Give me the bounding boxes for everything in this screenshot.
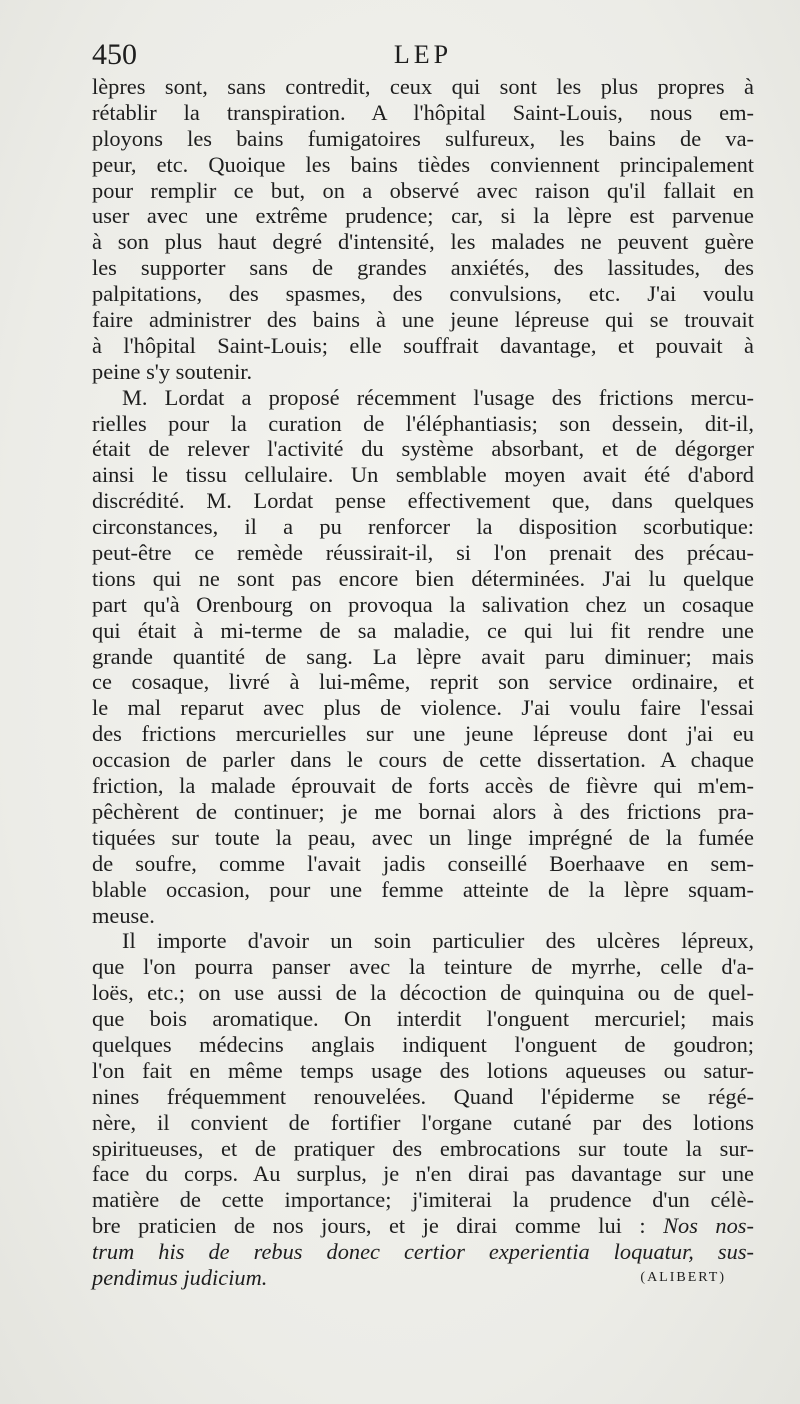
text-line: était de relever l'activité du système absorbant, et de dégorger [92,436,754,462]
text-line: de soufre, comme l'avait jadis conseillé Boerhaave en sem- [92,850,754,876]
text-line: nines fréquemment renouvelées. Quand l'épiderme se régé- [92,1083,754,1109]
page-number: 450 [92,38,137,71]
text-line: rielles pour la curation de l'éléphantiasis; son dessein, dit-il, [92,410,754,436]
author-signature: (ALIBERT) [640,1269,726,1285]
text-line: à l'hôpital Saint-Louis; elle souffrait davantage, et pouvait à [92,332,754,358]
text-line: M. Lordat a proposé récemment l'usage des frictions mercu- [122,384,754,410]
text-line: peut-être ce remède réussirait-il, si l'on prenait des précau- [92,540,754,566]
body-text [92,74,754,1291]
text-line: l'on fait en même temps usage des lotions aqueuses ou satur- [92,1057,754,1083]
text-line: spiritueuses, et de pratiquer des embrocations sur toute la sur- [92,1135,754,1161]
text-line: part qu'à Orenbourg on provoqua la salivation chez un cosaque [92,591,754,617]
text-line: pêchèrent de continuer; je me bornai alors à des frictions pra- [92,798,754,824]
text-line: quelques médecins anglais indiquent l'onguent de goudron; [92,1031,754,1057]
text-line: blable occasion, pour une femme atteinte de la lèpre squam- [92,876,754,902]
text-line: des frictions mercurielles sur une jeune lépreuse dont j'ai eu [92,721,754,747]
text-line: pour remplir ce but, on a observé avec raison qu'il fallait en [92,177,754,203]
running-head: LEP [393,40,453,69]
text-line: qui était à mi-terme de sa maladie, ce qui lui fit rendre une [92,617,754,643]
text-line: que bois aromatique. On interdit l'onguent mercuriel; mais [92,1006,754,1032]
text-line: tions qui ne sont pas encore bien déterminées. J'ai lu quelque [92,565,754,591]
text-line: les supporter sans de grandes anxiétés, des lassitudes, des [92,255,754,281]
text-line: rétablir la transpiration. A l'hôpital Saint-Louis, nous em- [92,99,754,125]
latin-quote-line: trum his de rebus donec certior experientia loquatur, sus- [92,1239,754,1265]
text-line: matière de cette importance; j'imiterai la prudence d'un célè- [92,1187,754,1213]
text-fragment: bre praticien de nos jours, et je dirai comme lui : [92,1213,646,1239]
text-line: ployons les bains fumigatoires sulfureux, les bains de va- [92,125,754,151]
text-line: le mal reparut avec plus de violence. J'ai voulu faire l'essai [92,695,754,721]
text-line: palpitations, des spasmes, des convulsions, etc. J'ai voulu [92,281,754,307]
latin-quote-end: pendimus judicium. [92,1264,268,1290]
text-line: occasion de parler dans le cours de cette dissertation. A chaque [92,747,754,773]
text-line: ainsi le tissu cellulaire. Un semblable moyen avait été d'abord [92,462,754,488]
text-line: friction, la malade éprouvait de forts accès de fièvre qui m'em- [92,773,754,799]
text-line: à son plus haut degré d'intensité, les malades ne peuvent guère [92,229,754,255]
latin-quote-fragment: Nos nos- [663,1213,754,1239]
text-line: peine s'y soutenir. [92,358,253,384]
text-line: peur, etc. Quoique les bains tièdes conviennent principalement [92,151,754,177]
text-line [92,1213,754,1239]
text-line: nère, il convient de fortifier l'organe cutané par des lotions [92,1109,754,1135]
text-line: ce cosaque, livré à lui-même, reprit son service ordinaire, et [92,669,754,695]
text-line: face du corps. Au surplus, je n'en dirai pas davantage sur une [92,1161,754,1187]
text-line: lèpres sont, sans contredit, ceux qui sont les plus propres à [92,74,754,99]
text-line: circonstances, il a pu renforcer la disposition scorbutique: [92,514,754,540]
text-line: Il importe d'avoir un soin particulier des ulcères lépreux, [122,928,754,954]
text-line: discrédité. M. Lordat pense effectivement que, dans quelques [92,488,754,514]
closing-line [92,1265,754,1291]
text-line: meuse. [92,902,155,928]
text-line: que l'on pourra panser avec la teinture de myrrhe, celle d'a- [92,954,754,980]
text-line: tiquées sur toute la peau, avec un linge imprégné de la fumée [92,824,754,850]
text-line: loës, etc.; on use aussi de la décoction de quinquina ou de quel- [92,980,754,1006]
page-header [92,38,754,78]
text-line: user avec une extrême prudence; car, si la lèpre est parvenue [92,203,754,229]
text-line: faire administrer des bains à une jeune lépreuse qui se trouvait [92,307,754,333]
text-line: grande quantité de sang. La lèpre avait paru diminuer; mais [92,643,754,669]
